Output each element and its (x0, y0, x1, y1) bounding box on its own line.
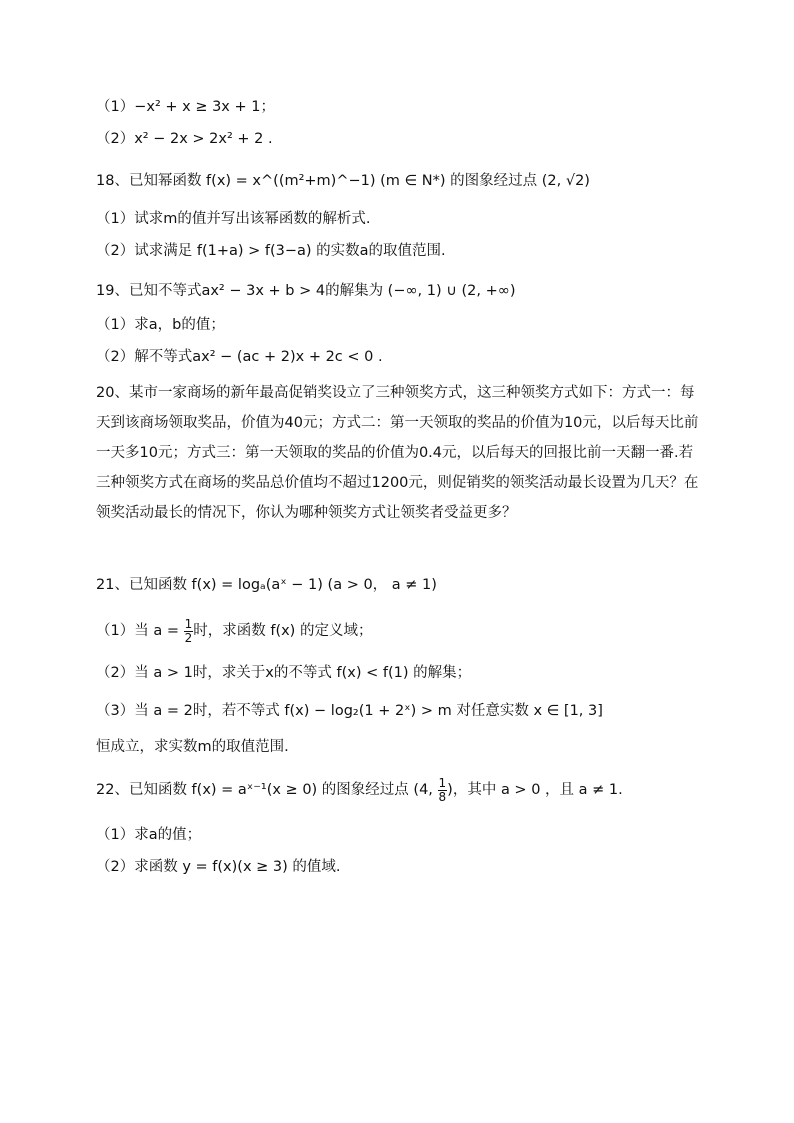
fraction-one-eighth (438, 777, 448, 804)
fraction-numerator: 1 (438, 775, 447, 790)
fraction-one-half (184, 618, 194, 645)
problem-22-stem (96, 774, 623, 806)
problem-18-part-1: （1）试求m的值并写出该幂函数的解析式. (96, 211, 371, 227)
problem-20-text: 20、某市一家商场的新年最高促销奖设立了三种领奖方式，这三种领奖方式如下：方式一：每天到该商场领取奖品，价值为40元；方式二：第一天领取的奖品的价值为10元，以后每天比前一天多10元；方式三：第一天领取的奖品的价值为0.4元，以后每天的回报比前一天翻一番.若三种领奖方式在商场的奖品总价值均不超过1200元，则促销奖的领奖活动最长设置为几天？在领奖活动最长的情况下，你认为哪种领奖方式让领奖者受益更多？ (96, 385, 699, 521)
problem-22-part-1: （1）求a的值； (96, 827, 202, 843)
problem-18-part-2: （2）试求满足 f(1+a) > f(3−a) 的实数a的取值范围. (96, 243, 446, 259)
problem-19-stem: 19、已知不等式ax² − 3x + b > 4的解集为 (−∞, 1) ∪ (2, +∞) (96, 283, 516, 299)
problem-21-part-2: （2）当 a > 1时，求关于x的不等式 f(x) < f(1) 的解集； (96, 665, 472, 681)
problem-17-part-1: （1）−x² + x ≥ 3x + 1； (96, 99, 275, 115)
part-1-prefix: （1）当 a = (96, 623, 184, 639)
stem-suffix: )，其中 a > 0 ，且 a ≠ 1. (447, 782, 623, 798)
problem-21-part-3-continued: 恒成立，求实数m的取值范围. (96, 739, 289, 755)
stem-prefix: 22、已知函数 f(x) = aˣ⁻¹(x ≥ 0) 的图象经过点 (4, (96, 782, 438, 798)
fraction-denominator: 8 (438, 789, 447, 804)
problem-17-part-2: （2）x² − 2x > 2x² + 2 . (96, 131, 273, 147)
part-1-suffix: 时，求函数 f(x) 的定义域； (193, 623, 373, 639)
problem-21-stem: 21、已知函数 f(x) = logₐ(aˣ − 1) (a > 0， a ≠ 1) (96, 577, 437, 593)
problem-21-part-1 (96, 616, 372, 646)
fraction-denominator: 2 (184, 630, 193, 645)
problem-19-part-1: （1）求a，b的值； (96, 317, 225, 333)
problem-22-part-2: （2）求函数 y = f(x)(x ≥ 3) 的值域. (96, 859, 341, 875)
fraction-numerator: 1 (184, 616, 193, 631)
problem-21-part-3: （3）当 a = 2时，若不等式 f(x) − log₂(1 + 2ˣ) > m 对任意实数 x ∈ [1, 3] (96, 703, 603, 719)
problem-19-part-2: （2）解不等式ax² − (ac + 2)x + 2c < 0 . (96, 349, 383, 365)
problem-18-stem: 18、已知幂函数 f(x) = x^((m²+m)^−1) (m ∈ N*) 的图象经过点 (2, √2) (96, 173, 590, 189)
